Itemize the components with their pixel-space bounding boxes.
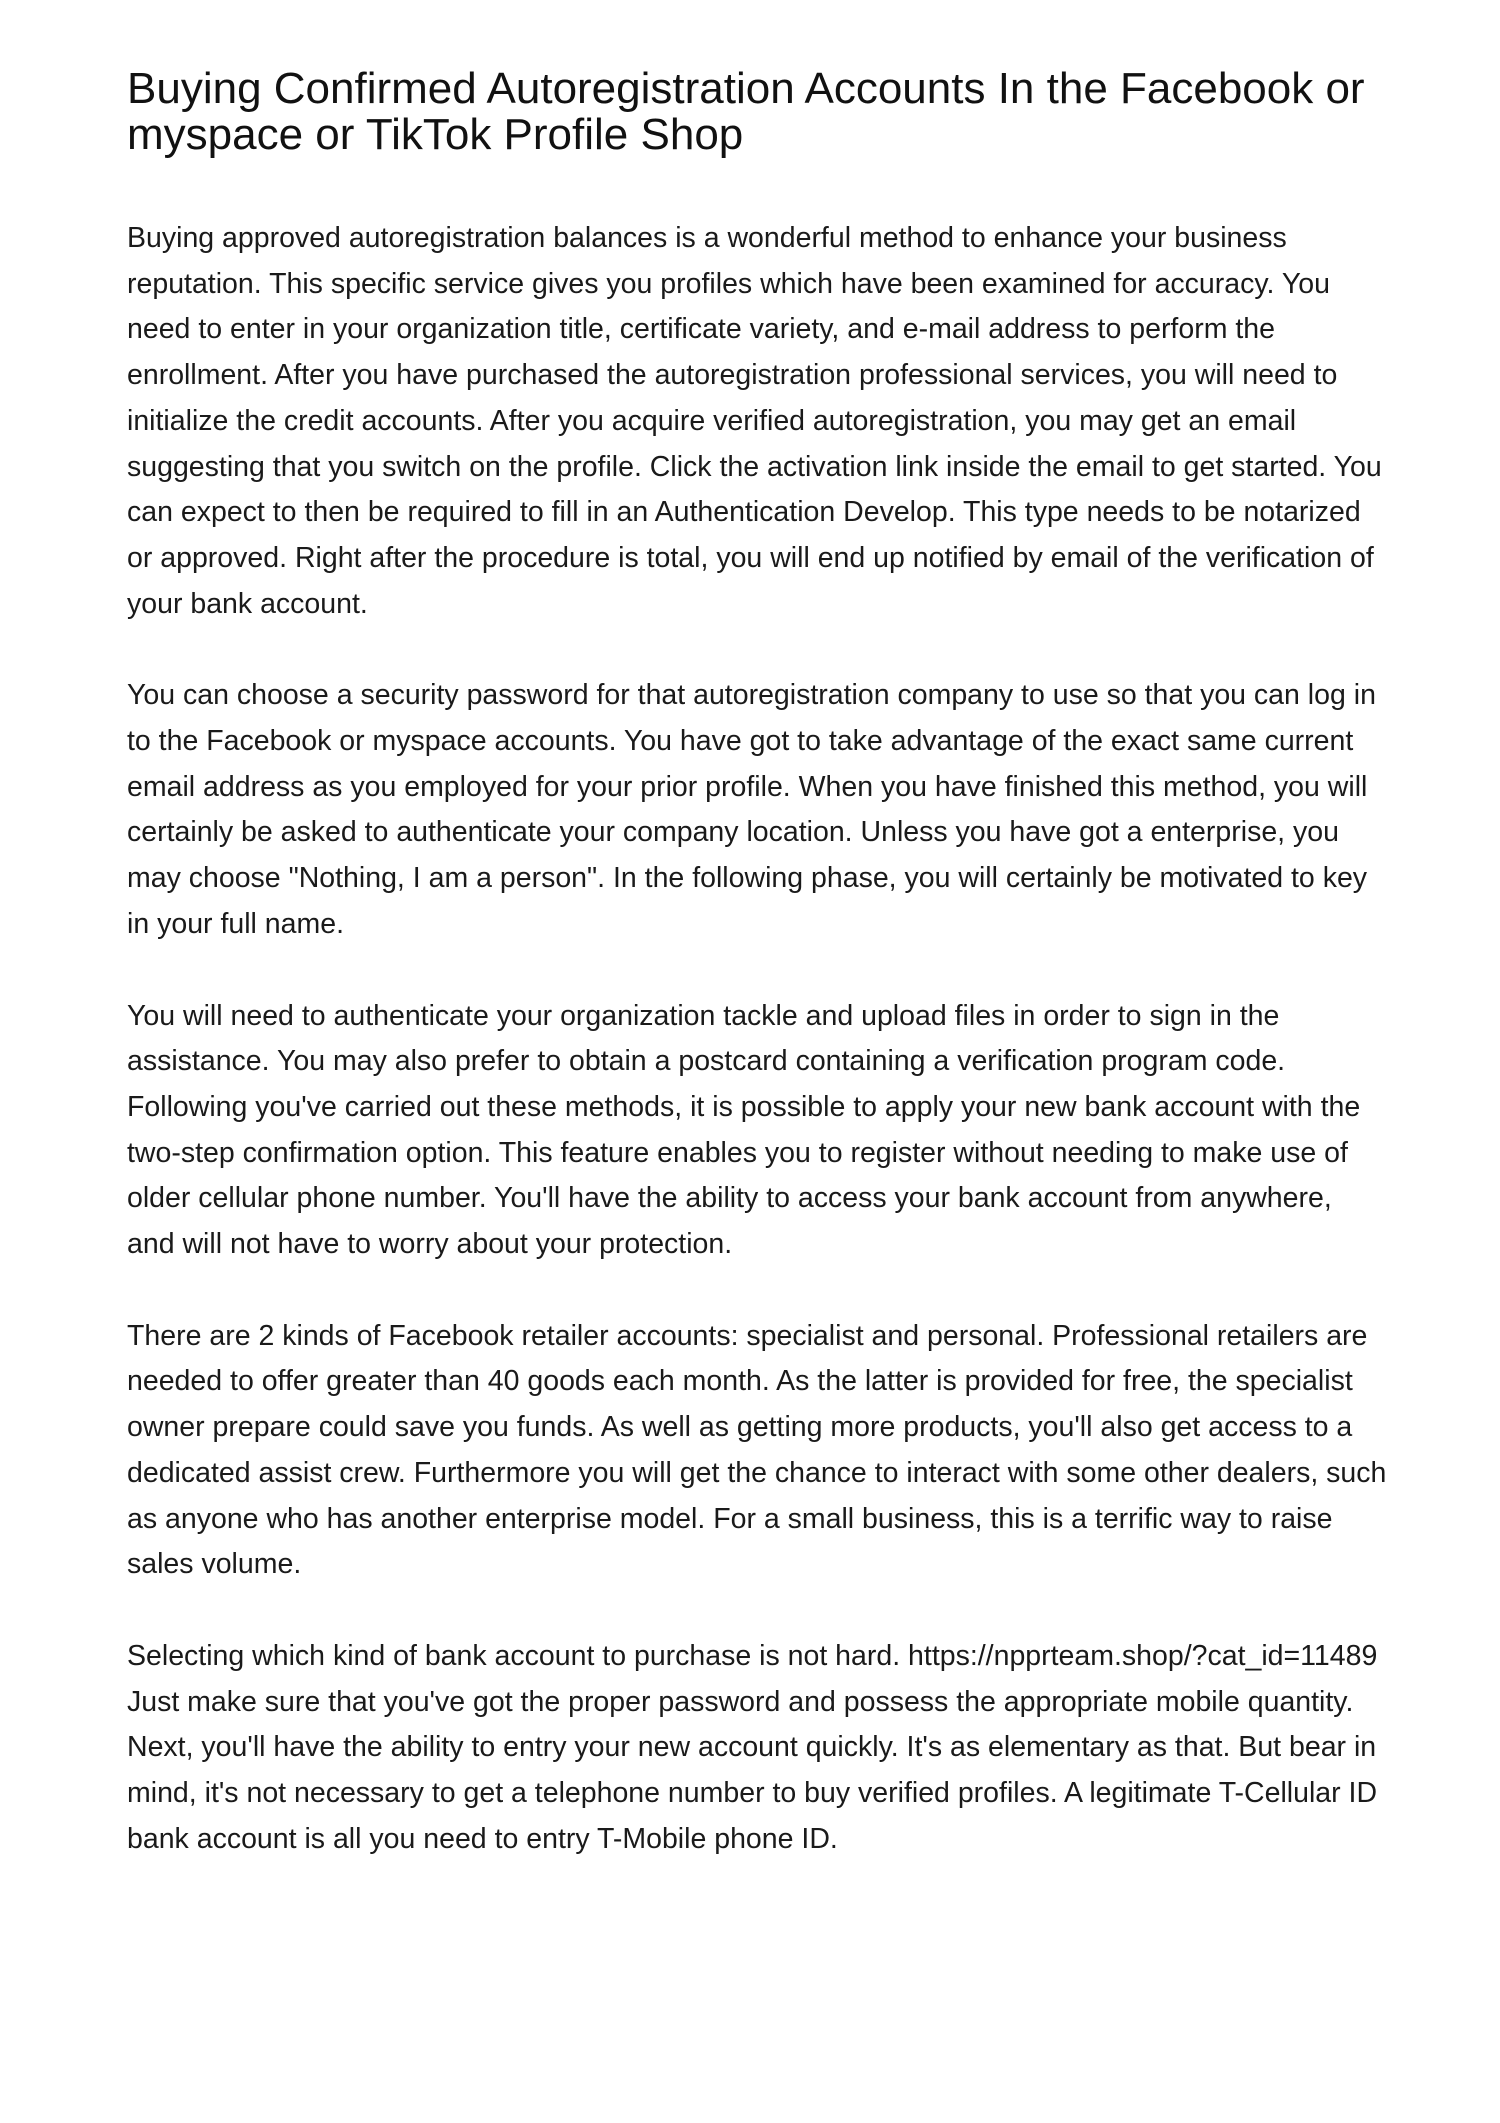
paragraph: Selecting which kind of bank account to purchase is not hard. https://npprteam.shop/?cat_id=11489 Just make sure that you've got the proper password and possess the appropriate mobile quantity. Next, you'll have the ability to entry your new account quickly. It's as elementary as that. But bear in mind, it's not necessary to get a telephone number to buy verified profiles. A legitimate T-Cellular ID bank account is all you need to entry T-Mobile phone ID. bbox=[127, 1639, 1378, 1855]
paragraph: You can choose a security password for that autoregistration company to use so that you can log in to the Facebook or myspace accounts. You have got to take advantage of the exact same current email address as you employed for your prior profile. When you have finished this method, you will certainly be asked to authenticate your company location. Unless you have got a enterprise, you may choose "Nothing, I am a person". In the following phase, you will certainly be motivated to key in your full name. bbox=[127, 679, 1376, 940]
document-body bbox=[127, 66, 1387, 1863]
document-title: Buying Confirmed Autoregistration Accounts In the Facebook or myspace or TikTok Profile Shop bbox=[127, 64, 1365, 159]
paragraph: You will need to authenticate your organization tackle and upload files in order to sign in the assistance. You may also prefer to obtain a postcard containing a verification program code. Following you've carried out these methods, it is possible to apply your new bank account with the two-step confirmation option. This feature enables you to register without needing to make use of older cellular phone number. You'll have the ability to access your bank account from anywhere, and will not have to worry about your protection. bbox=[127, 999, 1361, 1261]
paragraph: There are 2 kinds of Facebook retailer accounts: specialist and personal. Professional retailers are needed to offer greater than 40 goods each month. As the latter is provided for free, the specialist owner prepare could save you funds. As well as getting more products, you'll also get access to a dedicated assist crew. Furthermore you will get the chance to interact with some other dealers, such as anyone who has another enterprise model. For a small business, this is a terrific way to raise sales volume. bbox=[127, 1319, 1387, 1581]
paragraph: Buying approved autoregistration balances is a wonderful method to enhance your business reputation. This specific service gives you profiles which have been examined for accuracy. You need to enter in your organization title, certificate variety, and e-mail address to perform the enrollment. After you have purchased the autoregistration professional services, you will need to initialize the credit accounts. After you acquire verified autoregistration, you may get an email suggesting that you switch on the profile. Click the activation link inside the email to get started. You can expect to then be required to fill in an Authentication Develop. This type needs to be notarized or approved. Right after the procedure is total, you will end up notified by email of the verification of your bank account. bbox=[127, 222, 1382, 620]
